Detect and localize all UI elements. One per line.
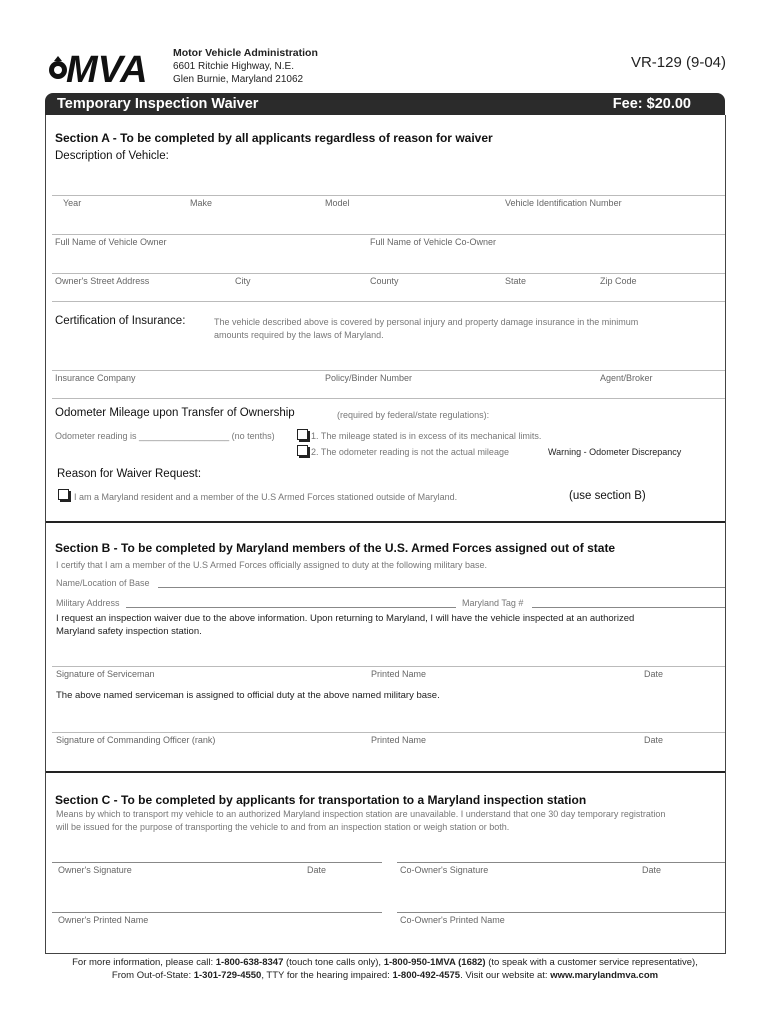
coowner-name-field[interactable]: Full Name of Vehicle Co-Owner <box>370 237 497 247</box>
divider <box>52 666 725 667</box>
agent-broker-field[interactable]: Agent/Broker <box>600 373 653 383</box>
owner-printed-line[interactable] <box>52 912 382 913</box>
odometer-option2-label: 2. The odometer reading is not the actual mileage <box>311 447 509 457</box>
officer-printed-name-field[interactable]: Printed Name <box>371 735 427 745</box>
county-field[interactable]: County <box>370 276 399 286</box>
phone-customer-service[interactable]: 1-800-950-1MVA (1682) <box>383 957 486 968</box>
mva-logo-icon <box>44 44 170 88</box>
divider <box>52 195 725 196</box>
coowner-date-field[interactable]: Date <box>642 865 662 875</box>
section-b-heading: Section B - To be completed by Maryland members of the U.S. Armed Forces assigned out of state <box>55 541 616 555</box>
logo-text: MVA <box>66 49 148 88</box>
military-address-line[interactable] <box>126 607 456 608</box>
odometer-option1-checkbox[interactable] <box>297 429 308 440</box>
insurance-text-line1: The vehicle described above is covered by personal injury and property damage insurance in the minimum <box>214 317 639 327</box>
policy-number-field[interactable]: Policy/Binder Number <box>325 373 413 383</box>
form-body <box>45 115 726 954</box>
owner-signature-field[interactable]: Owner's Signature <box>58 865 132 875</box>
phone-tty[interactable]: 1-800-492-4575 <box>392 970 461 981</box>
footer <box>0 956 770 982</box>
section-c-text-line2: will be issued for the purpose of transporting the vehicle to and from an inspection station or weigh station or both. <box>56 822 510 832</box>
maryland-tag-line[interactable] <box>532 607 725 608</box>
footer-text: For more information, please call: <box>72 957 216 968</box>
odometer-note: (required by federal/state regulations): <box>337 410 490 420</box>
state-field[interactable]: State <box>505 276 527 286</box>
reason-heading: Reason for Waiver Request: <box>57 468 202 480</box>
reason-option-checkbox[interactable] <box>58 489 69 500</box>
officer-signature-field[interactable]: Signature of Commanding Officer (rank) <box>56 735 216 745</box>
zip-field[interactable]: Zip Code <box>600 276 637 286</box>
owner-date-field[interactable]: Date <box>307 865 327 875</box>
divider <box>52 370 725 371</box>
request-text-line2: Maryland safety inspection station. <box>56 626 202 637</box>
street-field[interactable]: Owner's Street Address <box>55 276 150 286</box>
agency-address-line2: Glen Burnie, Maryland 21062 <box>173 74 304 85</box>
phone-touch-tone[interactable]: 1-800-638-8347 <box>215 957 284 968</box>
city-field[interactable]: City <box>235 276 251 286</box>
coowner-printed-name-field[interactable]: Co-Owner's Printed Name <box>400 915 505 925</box>
assigned-text: The above named serviceman is assigned to official duty at the above named military base. <box>56 690 440 701</box>
section-b-certify: I certify that I am a member of the U.S Armed Forces officially assigned to duty at the following military base. <box>56 560 488 570</box>
footer-text: (to speak with a customer service representative), <box>485 957 698 968</box>
vehicle-description-label: Description of Vehicle: <box>55 150 169 162</box>
odometer-warning: Warning - Odometer Discrepancy <box>548 447 682 457</box>
base-location-label: Name/Location of Base <box>56 578 150 588</box>
footer-text: , TTY for the hearing impaired: <box>261 970 393 981</box>
form-title: Temporary Inspection Waiver <box>57 96 259 112</box>
website-link[interactable]: www.marylandmva.com <box>550 970 659 981</box>
coowner-printed-line[interactable] <box>397 912 725 913</box>
agency-address-line1: 6601 Ritchie Highway, N.E. <box>173 61 294 72</box>
insurance-heading: Certification of Insurance: <box>55 315 186 327</box>
insurance-company-field[interactable]: Insurance Company <box>55 373 136 383</box>
footer-text: From Out-of-State: <box>111 970 194 981</box>
divider <box>52 732 725 733</box>
footer-text: . Visit our website at: <box>460 970 551 981</box>
section-divider <box>46 771 725 773</box>
base-location-line[interactable] <box>158 587 725 588</box>
serviceman-signature-field[interactable]: Signature of Serviceman <box>56 669 155 679</box>
year-field[interactable]: Year <box>63 198 82 208</box>
odometer-option1-label: 1. The mileage stated is in excess of its mechanical limits. <box>311 431 542 441</box>
odometer-option2-checkbox[interactable] <box>297 445 308 456</box>
model-field[interactable]: Model <box>325 198 350 208</box>
divider <box>52 234 725 235</box>
divider <box>52 301 725 302</box>
maryland-tag-label: Maryland Tag # <box>462 598 524 608</box>
agency-block <box>173 47 318 86</box>
officer-date-field[interactable]: Date <box>644 735 664 745</box>
fee-label: Fee: $20.00 <box>612 96 691 112</box>
request-text-line1: I request an inspection waiver due to the above information. Upon returning to Maryland, I will have the vehicle inspected at an authorized <box>56 613 635 624</box>
insurance-text-line2: amounts required by the laws of Maryland. <box>214 330 384 340</box>
section-c-text-line1: Means by which to transport my vehicle to an authorized Maryland inspection station are unavailable. I understand that one 30 day temporary registration <box>56 809 666 819</box>
agency-name: Motor Vehicle Administration <box>173 47 318 59</box>
vin-field[interactable]: Vehicle Identification Number <box>505 198 622 208</box>
make-field[interactable]: Make <box>190 198 213 208</box>
odometer-heading: Odometer Mileage upon Transfer of Ownership <box>55 407 295 419</box>
odometer-reading-field[interactable]: Odometer reading is __________________ (no tenths) <box>55 431 275 441</box>
military-address-label: Military Address <box>56 598 120 608</box>
coowner-signature-field[interactable]: Co-Owner's Signature <box>400 865 489 875</box>
reason-option-label: I am a Maryland resident and a member of the U.S Armed Forces stationed outside of Maryland. <box>74 492 458 502</box>
divider <box>52 273 725 274</box>
footer-line2 <box>0 969 770 982</box>
footer-line1 <box>0 956 770 969</box>
use-section-b-note: (use section B) <box>569 490 646 502</box>
serviceman-printed-name-field[interactable]: Printed Name <box>371 669 427 679</box>
serviceman-date-field[interactable]: Date <box>644 669 664 679</box>
mva-logo <box>44 44 170 88</box>
form-number: VR-129 (9-04) <box>630 54 726 71</box>
section-divider <box>46 521 725 523</box>
owner-signature-line[interactable] <box>52 862 382 863</box>
divider <box>52 398 725 399</box>
coowner-signature-line[interactable] <box>397 862 725 863</box>
owner-name-field[interactable]: Full Name of Vehicle Owner <box>55 237 167 247</box>
phone-out-of-state[interactable]: 1-301-729-4550 <box>193 970 262 981</box>
section-a-heading: Section A - To be completed by all applicants regardless of reason for waiver <box>55 131 493 145</box>
section-c-heading: Section C - To be completed by applicants for transportation to a Maryland inspection station <box>55 793 587 807</box>
footer-text: (touch tone calls only), <box>283 957 384 968</box>
title-bar <box>45 93 725 115</box>
owner-printed-name-field[interactable]: Owner's Printed Name <box>58 915 149 925</box>
